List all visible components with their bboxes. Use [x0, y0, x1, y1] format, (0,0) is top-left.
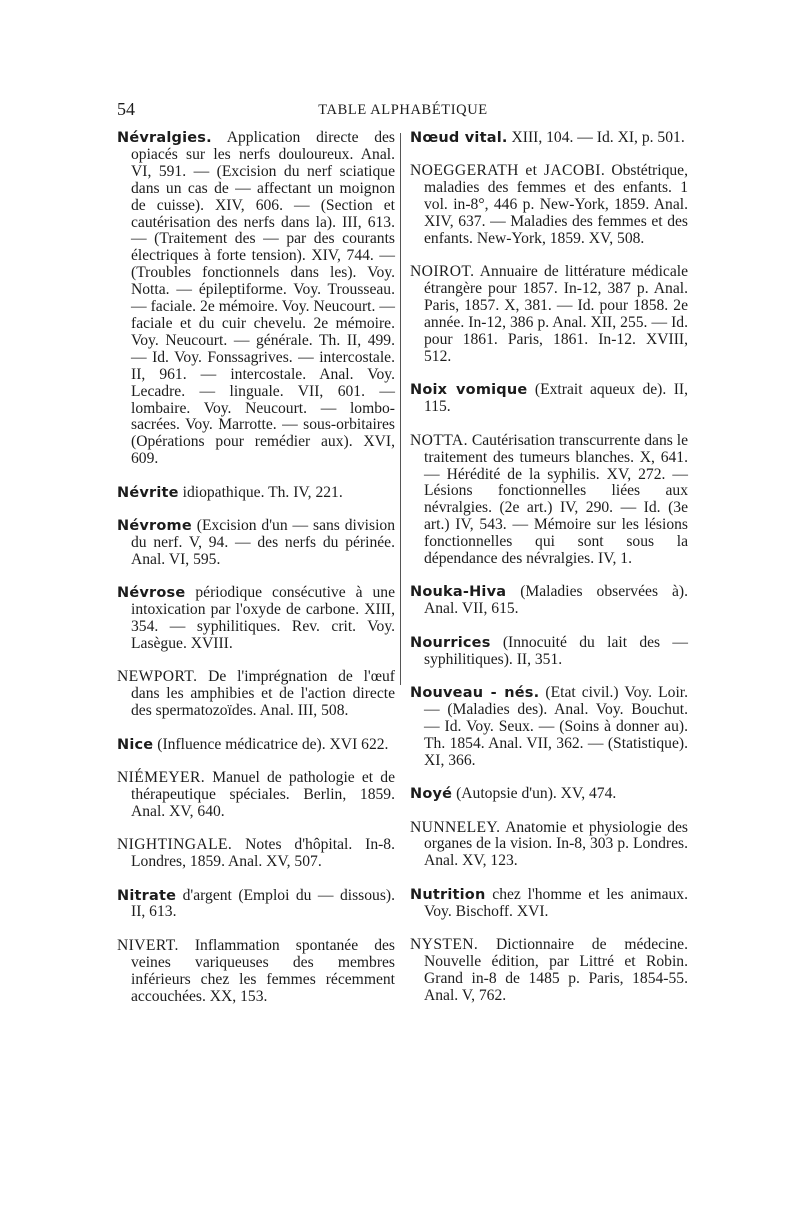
index-entry — [410, 937, 688, 1005]
index-entry — [117, 938, 395, 1006]
entry-text: (Autopsie d'un). XV, 474. — [456, 785, 617, 803]
index-entry — [410, 820, 688, 871]
index-entry — [117, 485, 395, 502]
entry-text: d'argent (Emploi du — dissous). II, 613. — [131, 886, 395, 921]
index-entry — [410, 584, 688, 618]
entry-text: Manuel de pathologie et de thérapeutique spéciales. Berlin, 1859. Anal. XV, 640. — [131, 769, 395, 820]
entry-headword: Névrite — [117, 484, 179, 501]
entry-text: (Influence médicatrice de). XVI 622. — [157, 735, 389, 753]
page-header — [117, 99, 689, 121]
entry-headword: NUNNELEY. — [410, 818, 501, 836]
index-entry — [117, 669, 395, 720]
entry-headword: NIVERT. — [117, 936, 179, 954]
index-entry — [410, 635, 688, 669]
entry-text: (Innocuité du lait des — syphilitiques). II, 351. — [424, 633, 688, 668]
index-entry — [410, 786, 688, 803]
entry-headword: Noyé — [410, 786, 453, 803]
index-entry — [410, 887, 688, 921]
left-column — [117, 130, 395, 1022]
entry-text: idiopathique. Th. IV, 221. — [182, 483, 343, 501]
entry-text: Annuaire de littérature médicale étrangère pour 1857. In-12, 387 p. Anal. Paris, 1857. X, 381. — Id. pour 1858. 2e année. In-12, 386 p. Anal. XII, 255. — Id. pour 1861. Paris, 1861. In-12. XVIII, 512. — [424, 263, 688, 365]
entry-headword: NOTTA. — [410, 431, 468, 449]
entry-headword: Nouka-Hiva — [410, 584, 507, 601]
index-entry — [410, 130, 688, 147]
entry-text: (Etat civil.) Voy. Loir. — (Maladies des). Anal. Voy. Bouchut. — Id. Voy. Seux. — (Soins à donner au). Th. 1854. Anal. VII, 362. — (Statistique). XI, 366. — [424, 684, 689, 769]
index-entry — [410, 163, 688, 248]
page-number: 54 — [117, 99, 135, 119]
column-divider — [400, 133, 401, 685]
entry-text: Anatomie et physiologie des organes de la vision. In-8, 303 p. Londres. Anal. XV, 123. — [424, 818, 688, 870]
entry-headword: NEWPORT. — [117, 668, 198, 686]
index-entry — [117, 585, 395, 653]
entry-headword: Névralgies. — [117, 130, 212, 146]
entry-text: Notes d'hôpital. In-8. Londres, 1859. Anal. XV, 507. — [131, 836, 395, 871]
right-column — [410, 130, 688, 1021]
entry-text: (Extrait aqueux de). II, 115. — [424, 381, 688, 416]
index-entry — [117, 837, 395, 871]
entry-headword: Nice — [117, 736, 154, 753]
entry-headword: Noix vomique — [410, 382, 528, 399]
entry-text: chez l'homme et les animaux. Voy. Bischoff. XVI. — [424, 885, 688, 920]
entry-text: Application directe des opiacés sur les nerfs douloureux. Anal. VI, 591. — (Excision du nerf sciatique dans un cas de — affectant un moignon de cuisse). XIV, 606. — (Section et cautérisation des nerfs dans la). III, 613. — (Traitement des — par des courants électriques à forte tension). XIV, 744. — (Troubles fonctionnels dans les). Voy. Notta. — épileptiforme. Voy. Trousseau. — faciale. 2e mémoire. Voy. Neucourt. — faciale et du cuir chevelu. 2e mémoire. Voy. Neucourt. — générale. Th. II, 499. — Id. Voy. Fonssagrives. — intercostale. II, 961. — intercostale. Anal. Voy. Lecadre. — linguale. VII, 601. — lombaire. Voy. Neucourt. — lombo-sacrées. Voy. Marrotte. — sous-orbitaires (Opérations pour remédier aux). XVI, 609. — [131, 129, 396, 468]
entry-headword: Nouveau - nés. — [410, 685, 540, 702]
entry-text: Cautérisation transcurrente dans le traitement des tumeurs blanches. X, 641. — Hérédité de la syphilis. XV, 272. — Lésions fonctionnelles liées aux névralgies. (2e art.) IV, 290. — Id. (3e art.) IV, 543. — Mémoire sur les lésions fonctionnelles qui sont sous la dépendance des névralgies. IV, 1. — [424, 431, 688, 568]
entry-headword: Nitrate — [117, 887, 177, 904]
index-entry — [410, 382, 688, 416]
running-title: TABLE ALPHABÉTIQUE — [318, 102, 488, 118]
entry-headword: NIGHTINGALE. — [117, 836, 233, 854]
index-entry — [410, 433, 688, 568]
index-entry — [117, 770, 395, 821]
entry-text: (Maladies observées à). Anal. VII, 615. — [424, 583, 688, 618]
index-entry — [410, 264, 688, 365]
index-entry — [117, 130, 395, 468]
entry-text: Inflammation spontanée des veines variqueuses des membres inférieurs chez les femmes récemment accouchées. XX, 153. — [131, 936, 396, 1005]
entry-headword: Névrome — [117, 518, 192, 535]
entry-text: De l'imprégnation de l'œuf dans les amphibies et de l'action directe des spermatozoïdes. Anal. III, 508. — [131, 668, 395, 720]
entry-headword: Nourrices — [410, 634, 491, 651]
index-entry — [117, 888, 395, 922]
entry-text: XIII, 104. — Id. XI, p. 501. — [511, 129, 685, 146]
entry-text: Obstétrique, maladies des femmes et des enfants. 1 vol. in-8°, 446 p. New-York, 1859. Anal. XIV, 637. — Maladies des femmes et des enfants. New-York, 1859. XV, 508. — [424, 162, 688, 248]
index-entry — [117, 737, 395, 754]
entry-headword: NYSTEN. — [410, 936, 479, 954]
entry-headword: NIÉMEYER. — [117, 769, 206, 786]
entry-headword: Nœud vital. — [410, 130, 508, 146]
entry-headword: Névrose — [117, 585, 186, 602]
entry-text: (Excision d'un — sans division du nerf. V, 94. — des nerfs du périnée. Anal. VI, 595. — [131, 517, 395, 568]
index-entry — [117, 518, 395, 569]
entry-headword: NOIROT. — [410, 263, 475, 281]
entry-headword: NOEGGERATH et JACOBI. — [410, 162, 606, 180]
entry-text: périodique consécutive à une intoxication par l'oxyde de carbone. XIII, 354. — syphilitiques. Rev. crit. Voy. Lasègue. XVIII. — [131, 584, 395, 652]
index-entry — [410, 685, 688, 770]
entry-headword: Nutrition — [410, 886, 486, 903]
entry-text: Dictionnaire de médecine. Nouvelle édition, par Littré et Robin. Grand in-8 de 1485 p. Paris, 1854-55. Anal. V, 762. — [424, 936, 688, 1004]
